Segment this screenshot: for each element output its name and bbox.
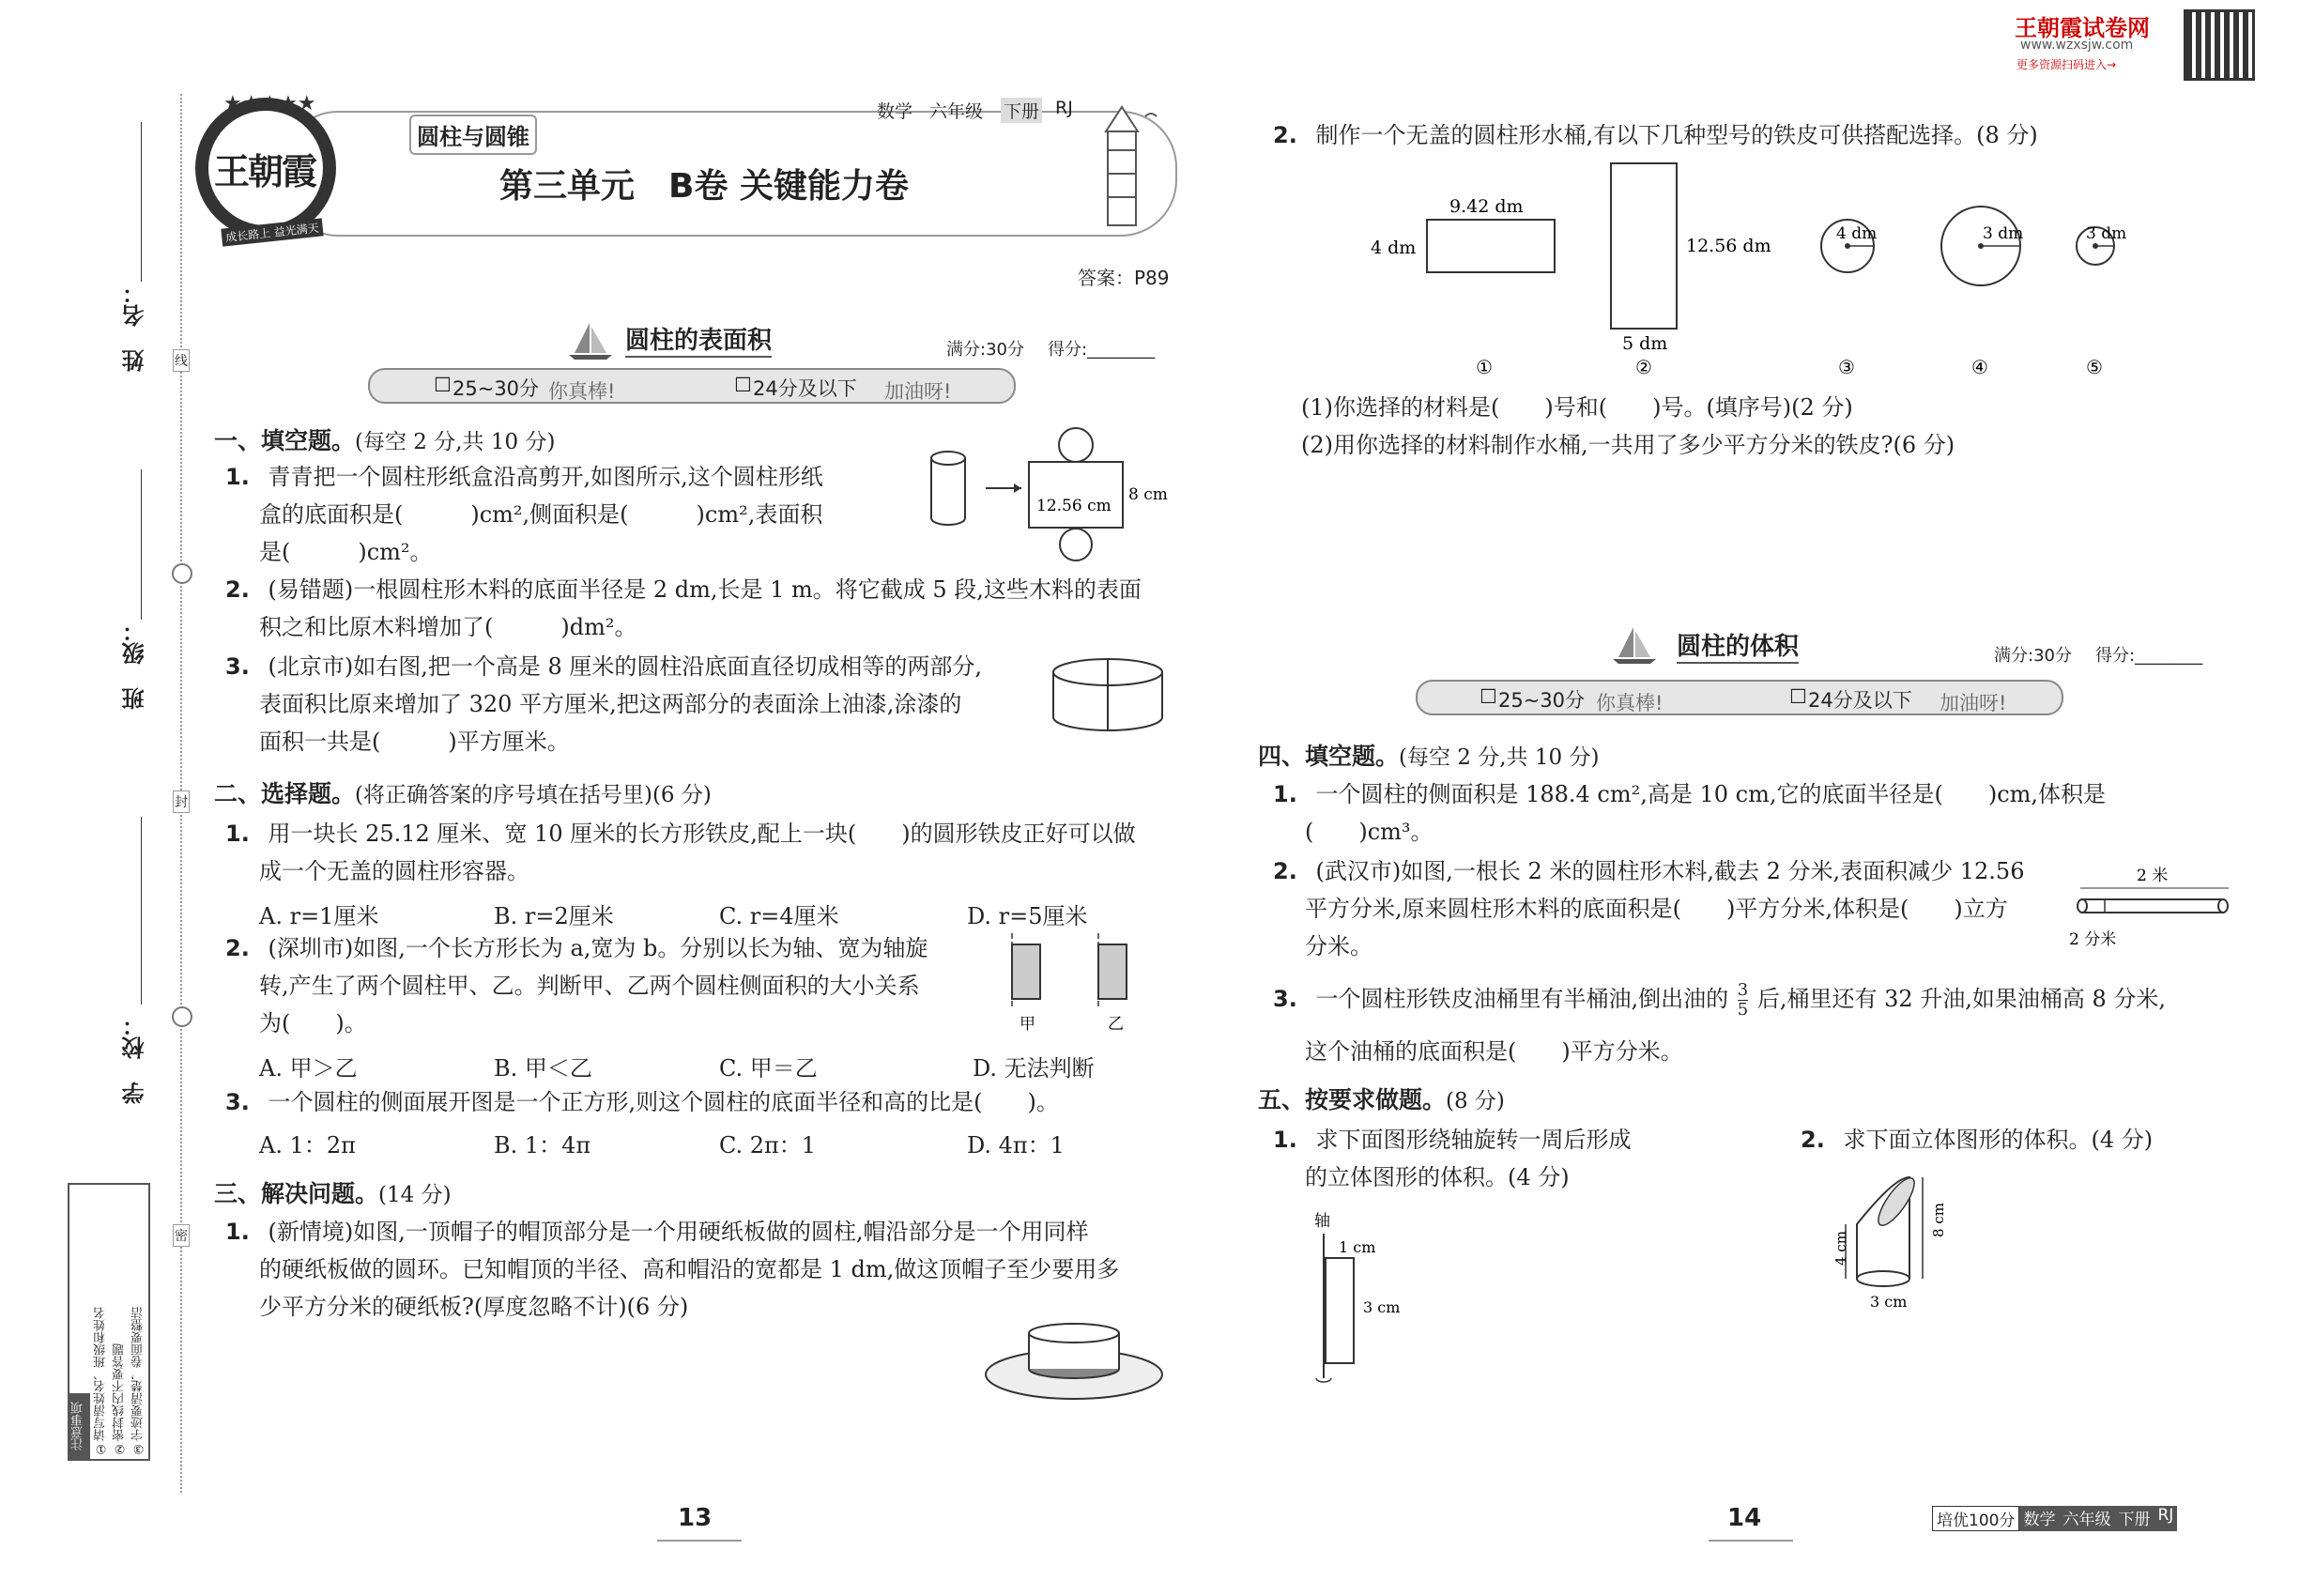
name-label: 姓 名： bbox=[122, 282, 148, 372]
question-1-2-line2: 积之和比原木料增加了( )dm²。 bbox=[259, 614, 637, 640]
cut-mark-secret: 密 bbox=[173, 1224, 190, 1247]
question-5-1: 1. 求下面图形绕轴旋转一周后形成 bbox=[1273, 1127, 1632, 1153]
question-r-2-a2: (2)用你选择的材料制作水桶,一共用了多少平方分米的铁皮?(6 分) bbox=[1301, 432, 1955, 458]
cut-cylinder-figure bbox=[1829, 1168, 1960, 1318]
option-2-3-d[interactable]: D. 4π：1 bbox=[967, 1132, 1065, 1159]
qr-code-icon[interactable] bbox=[2184, 9, 2255, 81]
option-2-1-c[interactable]: C. r=4厘米 bbox=[719, 903, 839, 929]
score-full: 满分:30分 bbox=[946, 340, 1024, 360]
question-4-3: 3. 一个圆柱形铁皮油桶里有半桶油,倒出油的 $\frac{3}{5}$ 后,桶里还有 32 升油,如果油桶高 8 分米, bbox=[1273, 980, 2167, 1020]
gear-mark-icon bbox=[172, 563, 192, 584]
sailboat-icon bbox=[1611, 623, 1658, 665]
option-2-1-a[interactable]: A. r=1厘米 bbox=[259, 903, 379, 929]
question-3-1-line2: 的硬纸板做的圆环。已知帽顶的半径、高和帽沿的宽都是 1 dm,做这顶帽子至少要用多 bbox=[259, 1256, 1120, 1282]
page-number-right-underline bbox=[1709, 1540, 1793, 1542]
question-r-2-a1: (1)你选择的材料是( )号和( )号。(填序号)(2 分) bbox=[1301, 394, 1853, 421]
question-4-2-line3: 分米。 bbox=[1305, 933, 1372, 959]
page-number-left: 13 bbox=[678, 1504, 713, 1532]
question-5-1-line2: 的立体图形的体积。(4 分) bbox=[1305, 1164, 1570, 1190]
brand-name: 王朝霞试卷网 bbox=[2015, 15, 2150, 41]
option-2-2-a[interactable]: A. 甲＞乙 bbox=[259, 1055, 358, 1082]
question-1-3-line3: 面积一共是( )平方厘米。 bbox=[259, 729, 570, 755]
question-4-1: 1. 一个圆柱的侧面积是 188.4 cm²,高是 10 cm,它的底面半径是( )cm,体积是 bbox=[1273, 781, 2107, 807]
notes-title: 注意事项 bbox=[69, 1393, 90, 1459]
school-line[interactable] bbox=[141, 817, 142, 1005]
header-meta-grade: 六年级 bbox=[929, 101, 984, 122]
label-jia: 甲 bbox=[1020, 1015, 1035, 1034]
section-1-title: 一、填空题。(每空 2 分,共 10 分) bbox=[214, 427, 556, 454]
cut-mark-line: 线 bbox=[173, 349, 190, 372]
eval-tag-1: 你真棒! bbox=[548, 380, 616, 403]
section-4-title: 四、填空题。(每空 2 分,共 10 分) bbox=[1258, 743, 1600, 770]
question-2-2-line2: 转,产生了两个圆柱甲、乙。判断甲、乙两个圆柱侧面积的大小关系 bbox=[259, 973, 920, 999]
footer-badge bbox=[1932, 1506, 2177, 1531]
question-1-1-line2: 盒的底面积是( )cm²,侧面积是( )cm²,表面积 bbox=[259, 501, 823, 528]
notes-line-3: ③字迹要清楚，卷面要整洁 bbox=[131, 1307, 146, 1455]
option-2-3-b[interactable]: B. 1：4π bbox=[494, 1132, 591, 1159]
class-label: 班 级： bbox=[122, 620, 148, 710]
question-2-3: 3. 一个圆柱的侧面展开图是一个正方形,则这个圆柱的底面半径和高的比是( )。 bbox=[225, 1089, 1059, 1115]
header-title: 第三单元 B卷 关键能力卷 bbox=[499, 167, 909, 206]
score-full-r: 满分:30分 bbox=[1994, 646, 2072, 666]
footer-series: 培优100分 bbox=[1932, 1506, 2019, 1531]
footer-grade: 六年级 bbox=[2059, 1506, 2114, 1531]
rect-height-label: 3 cm bbox=[1363, 1298, 1401, 1316]
log-cut-label: 2 分米 bbox=[2069, 930, 2117, 949]
footer-term: 下册 bbox=[2114, 1506, 2154, 1531]
option-2-2-c[interactable]: C. 甲＝乙 bbox=[719, 1055, 818, 1082]
question-1-1: 1. 青青把一个圆柱形纸盒沿高剪开,如图所示,这个圆柱形纸 bbox=[225, 464, 823, 490]
option-2-3-c[interactable]: C. 2π：1 bbox=[719, 1132, 817, 1159]
question-2-1: 1. 用一块长 25.12 厘米、宽 10 厘米的长方形铁皮,配上一块( )的圆形铁皮正好可以做 bbox=[225, 821, 1136, 847]
logo-text: 王朝霞 bbox=[214, 151, 316, 192]
eval-checkbox-2[interactable]: ☐ bbox=[734, 374, 752, 396]
brand-url: www.wzxsjw.com bbox=[2020, 38, 2134, 53]
rect-width-label: 1 cm bbox=[1339, 1238, 1376, 1256]
sheet-num-5: ⑤ bbox=[2086, 356, 2103, 378]
brand-tip: 更多资源扫码进入→ bbox=[2016, 58, 2117, 71]
question-1-1-line3: 是( )cm²。 bbox=[259, 539, 433, 565]
question-3-1-line3: 少平方分米的硬纸板?(厚度忽略不计)(6 分) bbox=[259, 1294, 689, 1320]
section-3-title: 三、解决问题。(14 分) bbox=[214, 1180, 452, 1207]
sheet-num-1: ① bbox=[1476, 356, 1493, 378]
hat-figure bbox=[980, 1320, 1168, 1404]
option-2-2-d[interactable]: D. 无法判断 bbox=[973, 1055, 1095, 1082]
footer-subject: 数学 bbox=[2019, 1506, 2059, 1531]
eval-tag-r1: 你真棒! bbox=[1596, 692, 1664, 714]
sheet2-width: 5 dm bbox=[1622, 333, 1668, 354]
score-get-r[interactable]: 得分:________ bbox=[2095, 646, 2203, 666]
iron-sheets-figure bbox=[1371, 148, 2140, 383]
option-2-1-d[interactable]: D. r=5厘米 bbox=[967, 903, 1088, 929]
logo-stars: ★★★★★ bbox=[223, 92, 316, 115]
answer-ref: 答案：P89 bbox=[1078, 267, 1170, 289]
notes-line-2: ②密封线内不要答题 bbox=[113, 1343, 127, 1455]
circle5-label: 3 dm bbox=[2086, 224, 2127, 243]
sheet-num-2: ② bbox=[1635, 356, 1652, 378]
self-eval-banner-r bbox=[1416, 680, 2063, 715]
rotation-rect-figure bbox=[1305, 1205, 1455, 1393]
eval-checkbox-1[interactable]: ☐ bbox=[434, 374, 452, 396]
question-2-2: 2. (深圳市)如图,一个长方形长为 a,宽为 b。分别以长为轴、宽为轴旋 bbox=[225, 935, 928, 961]
question-r-2: 2. 制作一个无盖的圆柱形水桶,有以下几种型号的铁皮可供搭配选择。(8 分) bbox=[1273, 122, 2038, 148]
eval-tag-2: 加油呀! bbox=[884, 380, 952, 403]
question-1-3-line2: 表面积比原来增加了 320 平方厘米,把这两部分的表面涂上油漆,涂漆的 bbox=[259, 691, 962, 717]
half-cylinder-figure bbox=[1044, 653, 1175, 738]
label-yi: 乙 bbox=[1108, 1015, 1124, 1034]
high-height-label: 8 cm bbox=[1930, 1203, 1947, 1237]
question-5-2: 2. 求下面立体图形的体积。(4 分) bbox=[1801, 1127, 2154, 1153]
question-4-1-line2: ( )cm³。 bbox=[1305, 819, 1434, 845]
section-2-title: 二、选择题。(将正确答案的序号填在括号里)(6 分) bbox=[214, 780, 712, 807]
notes-box bbox=[68, 1183, 150, 1461]
question-4-2: 2. (武汉市)如图,一根长 2 米的圆柱形木料,截去 2 分米,表面积减少 12.56 bbox=[1273, 858, 2025, 884]
class-line[interactable] bbox=[141, 469, 142, 620]
question-1-3: 3. (北京市)如右图,把一个高是 8 厘米的圆柱沿底面直径切成相等的两部分, bbox=[225, 653, 982, 680]
page-number-left-underline bbox=[657, 1540, 742, 1542]
page-number-right: 14 bbox=[1727, 1504, 1762, 1532]
question-4-3-line2: 这个油桶的底面积是( )平方分米。 bbox=[1305, 1038, 1683, 1065]
sheet-num-3: ③ bbox=[1838, 356, 1855, 378]
eval-option-2: 24分及以下 bbox=[753, 377, 857, 400]
self-eval-banner bbox=[368, 368, 1016, 404]
header-meta-subject: 数学 bbox=[877, 101, 913, 122]
fig-height-label: 8 cm bbox=[1128, 485, 1168, 504]
sheet-num-4: ④ bbox=[1971, 356, 1988, 378]
question-3-1: 1. (新情境)如图,一顶帽子的帽顶部分是一个用硬纸板做的圆柱,帽沿部分是一个用同样 bbox=[225, 1219, 1089, 1245]
score-get[interactable]: 得分:________ bbox=[1048, 340, 1156, 360]
fig-width-label: 12.56 cm bbox=[1036, 497, 1112, 515]
diameter-label: 3 cm bbox=[1870, 1293, 1908, 1311]
option-2-1-b[interactable]: B. r=2厘米 bbox=[494, 903, 614, 929]
sheet1-width: 9.42 dm bbox=[1449, 196, 1524, 217]
circle4-label: 3 dm bbox=[1983, 224, 2024, 243]
option-2-3-a[interactable]: A. 1：2π bbox=[259, 1132, 356, 1159]
eval-option-r1: 25~30分 bbox=[1498, 689, 1586, 712]
name-line[interactable] bbox=[141, 122, 142, 282]
section-5-title: 五、按要求做题。(8 分) bbox=[1258, 1086, 1505, 1113]
eval-checkbox-r2[interactable]: ☐ bbox=[1789, 685, 1807, 708]
cylinder-bottom-circle bbox=[1059, 528, 1096, 565]
axis-label: 轴 bbox=[1314, 1212, 1330, 1231]
school-label: 学 校： bbox=[122, 1014, 148, 1104]
section-title-volume: 圆柱的体积 bbox=[1677, 627, 1799, 664]
header-meta-edition: RJ bbox=[1055, 98, 1073, 118]
section-title-surface: 圆柱的表面积 bbox=[625, 321, 772, 358]
low-height-label: 4 cm bbox=[1832, 1231, 1849, 1266]
header-topic: 圆柱与圆锥 bbox=[409, 115, 537, 155]
header-meta-term: 下册 bbox=[1001, 98, 1042, 123]
sheet1-height: 4 dm bbox=[1371, 238, 1417, 258]
sheet2-height: 12.56 dm bbox=[1686, 236, 1771, 256]
question-2-2-line3: 为( )。 bbox=[259, 1010, 367, 1036]
cut-mark-seal: 封 bbox=[173, 790, 190, 813]
eval-option-1: 25~30分 bbox=[452, 377, 540, 400]
log-length-label: 2 米 bbox=[2137, 867, 2169, 885]
notes-line-1: ①请写清姓名、班级和姓名 bbox=[94, 1307, 108, 1455]
cylinder-unfold-figure bbox=[920, 424, 1202, 537]
eval-checkbox-r1[interactable]: ☐ bbox=[1480, 685, 1497, 708]
option-2-2-b[interactable]: B. 甲＜乙 bbox=[494, 1055, 592, 1082]
lighthouse-icon bbox=[1080, 94, 1183, 235]
wooden-log-figure bbox=[2069, 860, 2238, 950]
footer-edition: RJ bbox=[2154, 1506, 2177, 1531]
question-4-2-line2: 平方分米,原来圆柱形木料的底面积是( )平方分米,体积是( )立方 bbox=[1305, 896, 2008, 922]
sailboat-icon bbox=[567, 319, 614, 361]
rotation-rectangles-figure bbox=[1001, 933, 1151, 1036]
fraction: $\frac{3}{5}$ bbox=[1737, 980, 1749, 1020]
circle3-label: 4 dm bbox=[1836, 224, 1878, 243]
question-2-1-line2: 成一个无盖的圆柱形容器。 bbox=[259, 858, 529, 884]
question-1-2: 2. (易错题)一根圆柱形木料的底面半径是 2 dm,长是 1 m。将它截成 5 段,这些木料的表面 bbox=[225, 576, 1142, 603]
logo-sub: 成长路上 益光满天 bbox=[221, 218, 323, 246]
gear-mark-icon bbox=[172, 1006, 192, 1027]
eval-tag-r2: 加油呀! bbox=[1940, 692, 2007, 714]
eval-option-r2: 24分及以下 bbox=[1808, 689, 1912, 712]
